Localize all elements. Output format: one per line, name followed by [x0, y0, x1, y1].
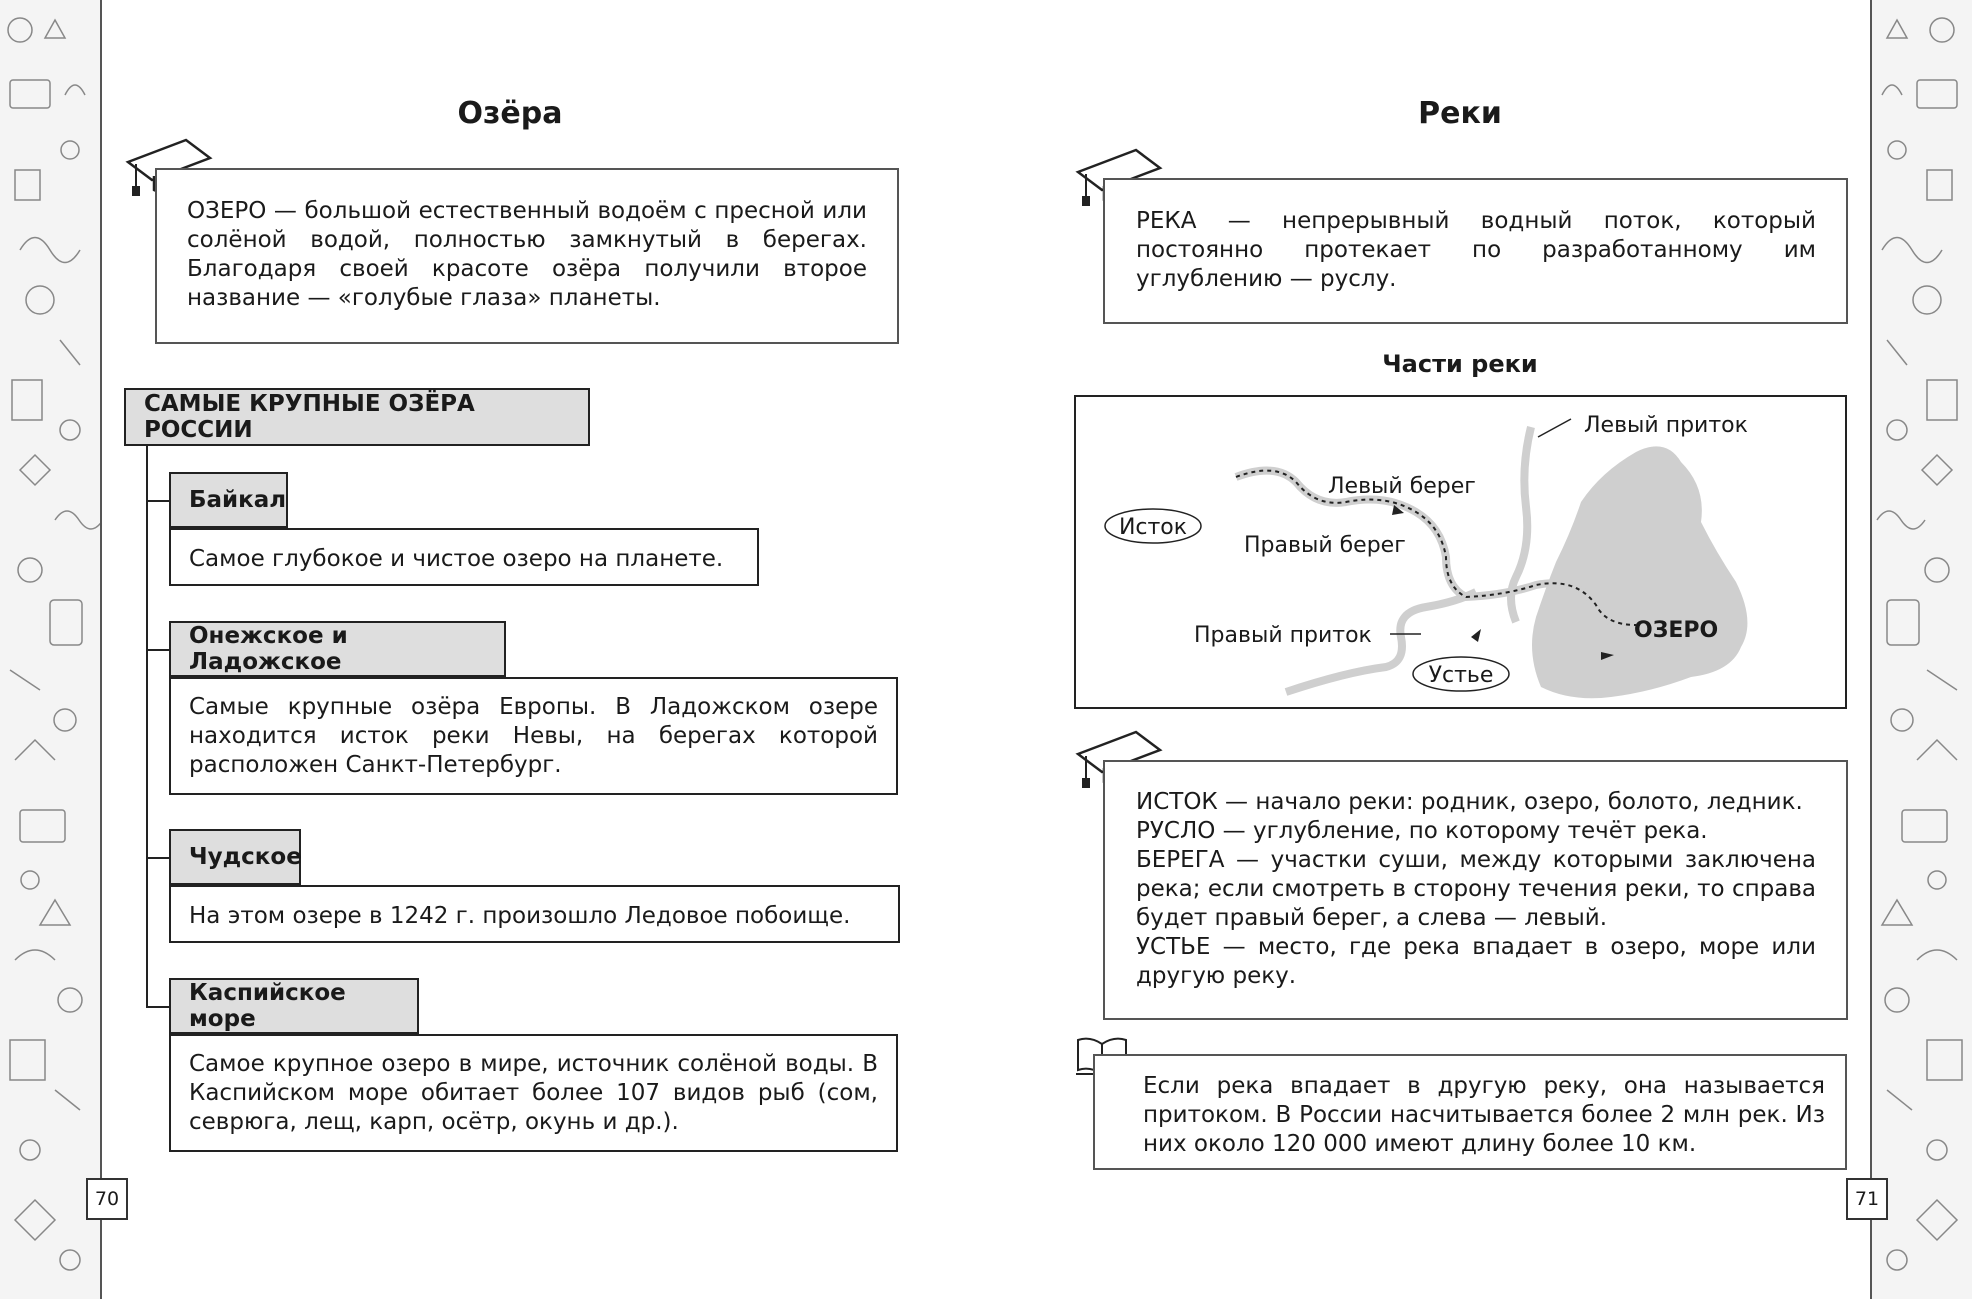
label-left-tributary: Левый приток — [1584, 413, 1748, 438]
doodle-pattern-icon — [1872, 0, 1972, 1299]
label-right-bank: Правый берег — [1244, 533, 1406, 558]
page-title-rivers: Реки — [1418, 96, 1502, 131]
doodle-pattern-icon — [0, 0, 100, 1299]
left-tributary-pointer — [1538, 419, 1571, 437]
doodle-border-right — [1870, 0, 1972, 1299]
label-left-bank: Левый берег — [1328, 474, 1476, 499]
river-terms-box — [1103, 760, 1848, 1020]
river-definition-text: РЕКА — непрерывный водный поток, который постоянно протекает по разработанному им углублению — руслу. — [1136, 208, 1816, 292]
flow-arrowhead — [1471, 629, 1481, 642]
list-connector-tick — [146, 857, 170, 859]
lake-description: Самое крупное озеро в мире, источник солёной воды. В Каспийском море обитает более 107 видов рыб (сом, севрюга, лещ, карп, осётр, окунь и др.). — [169, 1034, 898, 1152]
lake-definition-text: ОЗЕРО — большой естественный водоём с пресной или солёной водой, полностью замкнутый в берегах. Благодаря своей красоте озёра получили второе название — «голубые глаза» планеты. — [187, 198, 867, 311]
label-lake: ОЗЕРО — [1634, 618, 1719, 643]
page-number-left: 70 — [86, 1178, 128, 1220]
doodle-border-left — [0, 0, 102, 1299]
term-source: ИСТОК — начало реки: родник, озеро, болото, ледник. — [1136, 789, 1803, 815]
label-mouth: Устье — [1428, 663, 1494, 688]
page-title-lakes: Озёра — [457, 96, 563, 131]
lake-description: Самые крупные озёра Европы. В Ладожском озере находится исток реки Невы, на берегах которой расположен Санкт-Петербург. — [169, 677, 898, 795]
term-banks: БЕРЕГА — участки суши, между которыми заключена река; если смотреть в сторону течения реки, то справа будет правый берег, а слева — левый. — [1136, 847, 1816, 931]
river-parts-diagram — [1074, 395, 1847, 709]
river-fact-text: Если река впадает в другую реку, она называется притоком. В России насчитывается более 2 млн рек. Из них около 120 000 имеют длину более 10 км. — [1143, 1073, 1825, 1157]
list-connector-tick — [146, 500, 170, 502]
lake-name: Чудское — [169, 829, 301, 885]
river-fact-box — [1093, 1054, 1847, 1170]
river-definition-box — [1103, 178, 1848, 324]
list-connector-line — [146, 446, 148, 1008]
label-right-tributary: Правый приток — [1194, 623, 1372, 648]
lake-description: Самое глубокое и чистое озеро на планете. — [169, 528, 759, 586]
lake-name: Каспийское море — [169, 978, 419, 1034]
largest-lakes-heading: САМЫЕ КРУПНЫЕ ОЗЁРА РОССИИ — [124, 388, 590, 446]
diagram-title: Части реки — [1382, 350, 1538, 378]
page-number-right: 71 — [1846, 1178, 1888, 1220]
lake-name: Байкал — [169, 472, 288, 528]
list-connector-tick — [146, 1006, 170, 1008]
label-source: Исток — [1118, 515, 1188, 540]
lake-shape — [1532, 446, 1747, 698]
lake-definition-box — [155, 168, 899, 344]
lake-description: На этом озере в 1242 г. произошло Ледовое побоище. — [169, 885, 900, 943]
list-connector-tick — [146, 649, 170, 651]
lake-name: Онежское и Ладожское — [169, 621, 506, 677]
term-mouth: УСТЬЕ — место, где река впадает в озеро, море или другую реку. — [1136, 934, 1816, 989]
term-riverbed: РУСЛО — углубление, по которому течёт река. — [1136, 818, 1708, 844]
